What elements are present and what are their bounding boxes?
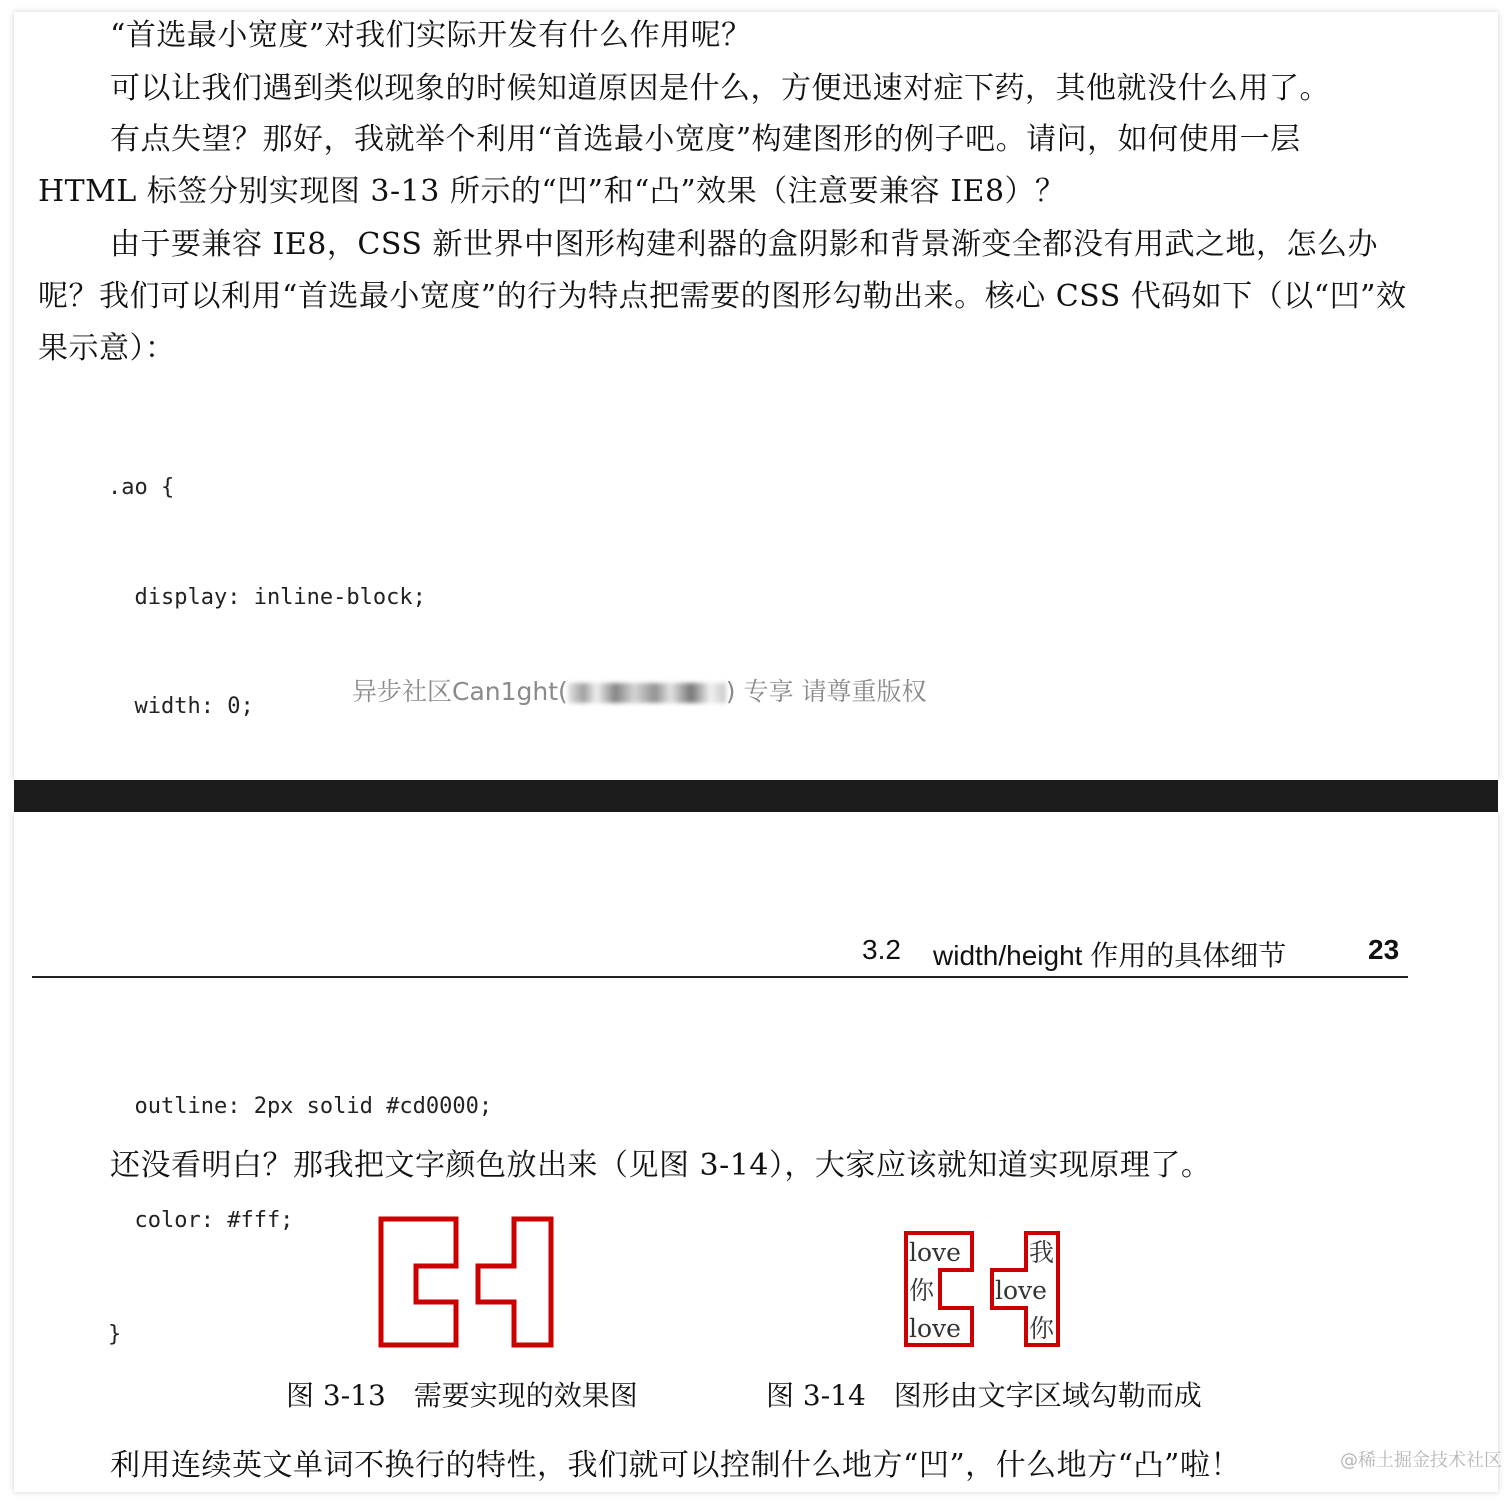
header-rule — [32, 976, 1408, 978]
tu-word-2: love — [995, 1276, 1047, 1305]
running-head-section: 3.2 — [862, 934, 901, 965]
watermark-prefix: 异步社区Can1ght( — [352, 677, 568, 706]
code-line: outline: 2px solid #cd0000; — [108, 1094, 493, 1119]
code-line: .ao { — [108, 475, 175, 500]
figure-3-14-caption: 图 3-14 图形由文字区域勾勒而成 — [766, 1379, 1202, 1412]
paragraph-question: “首选最小宽度”对我们实际开发有什么作用呢？ — [110, 18, 752, 53]
running-head-title: width/height 作用的具体细节 — [933, 940, 1287, 971]
paragraph-example: 有点失望？那好，我就举个利用“首选最小宽度”构建图形的例子吧。请问，如何使用一层 HTML 标签分别实现图 3-13 所示的“凹”和“凸”效果（注意要兼容 IE8）？ — [38, 122, 1301, 209]
ao-word-3: love — [909, 1314, 961, 1343]
tu-shape — [478, 1219, 551, 1345]
figure-3-13-caption: 图 3-13 需要实现的效果图 — [286, 1379, 638, 1412]
code-line: } — [108, 1322, 122, 1347]
code-line: display: inline-block; — [108, 584, 426, 610]
paragraph-conclusion: 利用连续英文单词不换行的特性，我们就可以控制什么地方“凹”，什么地方“凸”啦！ — [110, 1448, 1241, 1483]
paragraph-explain: 还没看明白？那我把文字颜色放出来（见图 3-14），大家应该就知道实现原理了。 — [110, 1148, 1212, 1183]
tu-word-3: 你 — [1029, 1314, 1055, 1343]
ao-word-1: love — [909, 1238, 961, 1267]
code-line: color: #fff; — [108, 1208, 294, 1233]
figure-3-13 — [376, 1214, 558, 1354]
tu-word-1: 我 — [1029, 1238, 1055, 1267]
corner-watermark: @稀土掘金技术社区 — [1340, 1450, 1502, 1471]
copyright-watermark — [352, 672, 926, 708]
ao-shape — [381, 1219, 456, 1345]
paragraph-answer: 可以让我们遇到类似现象的时候知道原因是什么，方便迅速对症下药，其他就没什么用了。 — [110, 71, 1330, 106]
page-number: 23 — [1368, 934, 1400, 965]
figure-3-14 — [902, 1228, 1064, 1352]
ao-word-2: 你 — [909, 1276, 935, 1305]
code-line: width: 0; — [108, 694, 254, 719]
redacted-blur — [568, 683, 726, 703]
page-divider-band — [14, 780, 1498, 812]
watermark-suffix: ) 专享 请尊重版权 — [725, 677, 927, 706]
paragraph-ie8: 由于要兼容 IE8，CSS 新世界中图形构建利器的盒阴影和背景渐变全都没有用武之地，怎么办呢？我们可以利用“首选最小宽度”的行为特点把需要的图形勾勒出来。核心 CSS 代码如下（以“凹”效果示意）： — [38, 227, 1407, 366]
